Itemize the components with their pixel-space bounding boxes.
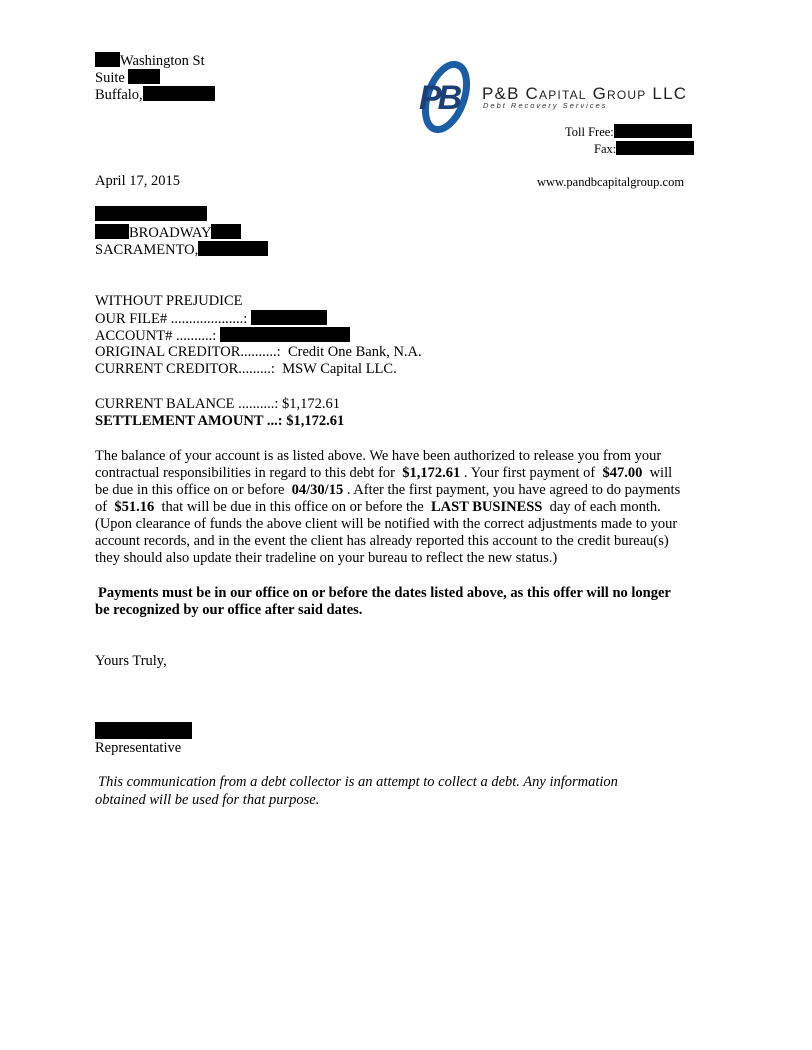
payment-notice-line-2: be recognized by our office after said dates.	[95, 602, 363, 618]
salutation: Yours Truly,	[95, 653, 167, 669]
original-creditor-label: ORIGINAL CREDITOR..........:	[95, 344, 281, 360]
body-text: . After the first payment, you have agreed to do payments	[346, 482, 681, 498]
sender-suite-label: Suite	[95, 70, 125, 86]
current-balance-line	[95, 396, 340, 413]
redacted-block	[95, 52, 120, 67]
redacted-block	[95, 206, 207, 221]
redacted-block	[95, 224, 129, 239]
body-text: . Your first payment of	[463, 465, 596, 481]
representative-title: Representative	[95, 740, 182, 756]
disclaimer-line-1: This communication from a debt collector is an attempt to collect a debt. Any information	[98, 774, 618, 790]
payment-notice-line-1: Payments must be in our office on or before the dates listed above, as this offer will no longer	[98, 585, 671, 601]
body-text: be due in this office on or before	[95, 482, 285, 498]
logo-emblem-icon	[413, 57, 483, 135]
due-day: LAST BUSINESS	[431, 499, 543, 515]
body-text: of	[95, 499, 108, 515]
sender-city: Buffalo,	[95, 87, 143, 103]
body-text: that will be due in this office on or before the	[161, 499, 424, 515]
current-balance-label: CURRENT BALANCE ..........:	[95, 396, 279, 412]
company-website[interactable]: www.pandbcapitalgroup.com	[537, 175, 685, 189]
body-line-2	[95, 465, 672, 482]
redacted-block	[128, 69, 160, 84]
toll-free-line	[565, 124, 692, 141]
recipient-street: BROADWAY	[129, 225, 212, 241]
redacted-block	[95, 722, 192, 739]
body-line-5: (Upon clearance of funds the above client will be notified with the correct adjustments made to your	[95, 516, 678, 532]
monthly-payment-amount: $51.16	[114, 499, 155, 515]
account-line	[95, 327, 350, 345]
redacted-block	[614, 124, 692, 138]
fax-label: Fax:	[594, 142, 617, 156]
first-payment-amount: $47.00	[602, 465, 643, 481]
sender-street: Washington St	[120, 53, 205, 69]
due-date: 04/30/15	[291, 482, 344, 498]
sender-suite-line	[95, 69, 160, 87]
svg-text:PB: PB	[419, 79, 459, 117]
without-prejudice: WITHOUT PREJUDICE	[95, 293, 243, 309]
sender-city-line	[95, 86, 215, 104]
toll-free-label: Toll Free:	[565, 125, 614, 139]
recipient-street-line	[95, 224, 241, 242]
settlement-label: SETTLEMENT AMOUNT ...:	[95, 413, 283, 429]
company-name: P&B Capital Group LLC	[482, 84, 688, 103]
recipient-city: SACRAMENTO,	[95, 242, 199, 258]
disclaimer-line-2: obtained will be used for that purpose.	[95, 792, 320, 808]
redacted-block	[143, 86, 215, 101]
settlement-value: $1,172.61	[286, 413, 345, 429]
redacted-block	[220, 327, 350, 342]
redacted-block	[211, 224, 241, 239]
company-logo	[413, 57, 483, 135]
redacted-block	[616, 141, 694, 155]
debt-amount: $1,172.61	[402, 465, 461, 481]
original-creditor-value: Credit One Bank, N.A.	[287, 344, 422, 360]
body-line-1: The balance of your account is as listed above. We have been authorized to release you from your	[95, 448, 662, 464]
recipient-city-line	[95, 241, 268, 259]
fax-line	[594, 141, 694, 158]
signature-redacted	[95, 722, 192, 742]
recipient-name-line	[95, 206, 207, 224]
original-creditor-line	[95, 344, 422, 361]
body-line-3	[95, 482, 680, 499]
current-creditor-line	[95, 361, 397, 378]
our-file-line	[95, 310, 327, 328]
settlement-amount-line	[95, 413, 344, 430]
body-text: will	[649, 465, 673, 481]
sender-street-line	[95, 52, 205, 70]
letter-date: April 17, 2015	[95, 173, 180, 189]
redacted-block	[198, 241, 268, 256]
current-creditor-label: CURRENT CREDITOR.........:	[95, 361, 275, 377]
redacted-block	[251, 310, 327, 325]
current-balance-value: $1,172.61	[282, 396, 341, 412]
account-label: ACCOUNT# ..........:	[95, 328, 217, 344]
body-text: contractual responsibilities in regard to this debt for	[95, 465, 395, 481]
body-line-7: they should also update their tradeline on your bureau to reflect the new status.)	[95, 550, 558, 566]
body-line-6: account records, and in the event the client has already reported this account to the credit bureau(s)	[95, 533, 669, 549]
current-creditor-value: MSW Capital LLC.	[282, 361, 397, 377]
body-text: day of each month.	[549, 499, 661, 515]
body-line-4	[95, 499, 661, 516]
company-tagline: Debt Recovery Services	[483, 101, 608, 110]
our-file-label: OUR FILE# ....................:	[95, 311, 248, 327]
